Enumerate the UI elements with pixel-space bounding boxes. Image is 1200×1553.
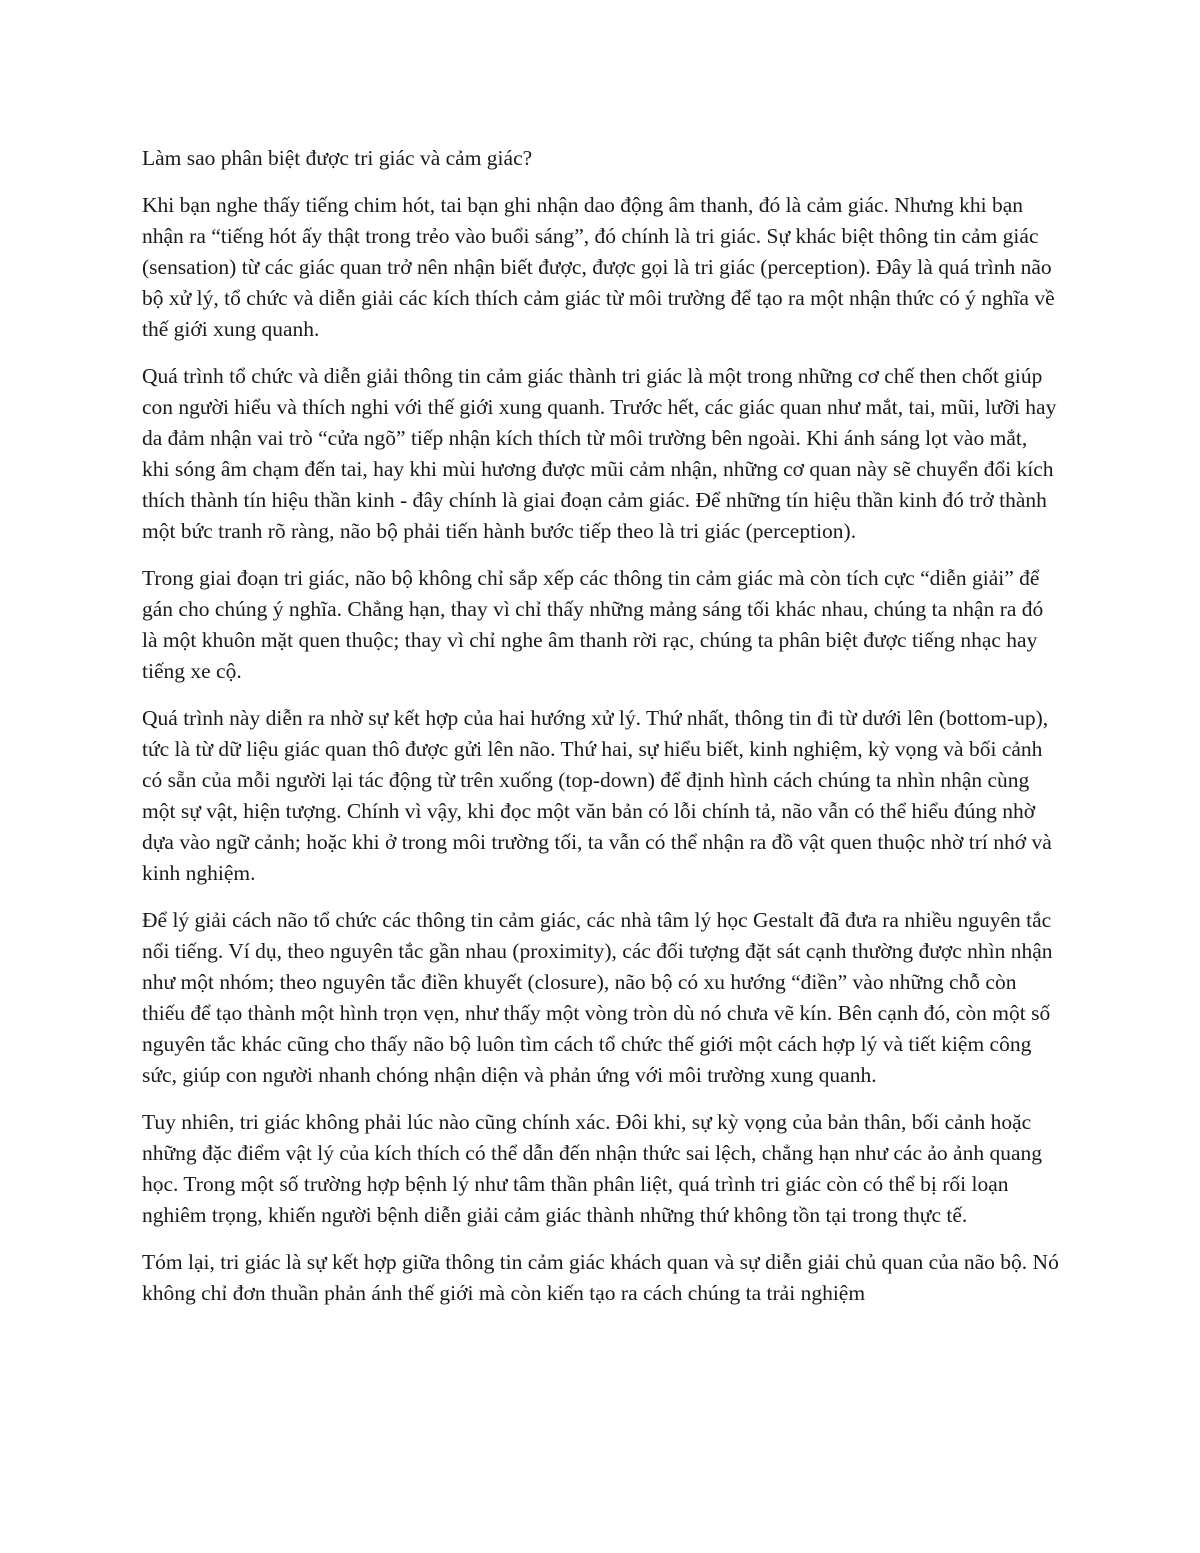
paragraph-6: Tuy nhiên, tri giác không phải lúc nào cũng chính xác. Đôi khi, sự kỳ vọng của bản thân, bối cảnh hoặc những đặc điểm vật lý của kích thích có thể dẫn đến nhận thức sai lệch, chẳng hạn như các ảo ảnh quang học. Trong một số trường hợp bệnh lý như tâm thần phân liệt, quá trình tri giác còn có thể bị rối loạn nghiêm trọng, khiến người bệnh diễn giải cảm giác thành những thứ không tồn tại trong thực tế. — [142, 1110, 1043, 1227]
document-title: Làm sao phân biệt được tri giác và cảm giác? — [142, 146, 533, 170]
paragraph-2: Quá trình tổ chức và diễn giải thông tin cảm giác thành tri giác là một trong những cơ chế then chốt giúp con người hiểu và thích nghi với thế giới xung quanh. Trước hết, các giác quan như mắt, tai, mũi, lưỡi hay da đảm nhận vai trò “cửa ngõ” tiếp nhận kích thích từ môi trường bên ngoài. Khi ánh sáng lọt vào mắt, khi sóng âm chạm đến tai, hay khi mùi hương được mũi cảm nhận, những cơ quan này sẽ chuyển đổi kích thích thành tín hiệu thần kinh - đây chính là giai đoạn cảm giác. Để những tín hiệu thần kinh đó trở thành một bức tranh rõ ràng, não bộ phải tiến hành bước tiếp theo là tri giác (perception). — [142, 364, 1057, 543]
paragraph-7: Tóm lại, tri giác là sự kết hợp giữa thông tin cảm giác khách quan và sự diễn giải chủ quan của não bộ. Nó không chỉ đơn thuần phản ánh thế giới mà còn kiến tạo ra cách chúng ta trải nghiệm — [142, 1250, 1059, 1305]
document-page — [142, 143, 1060, 1325]
paragraph-3: Trong giai đoạn tri giác, não bộ không chỉ sắp xếp các thông tin cảm giác mà còn tích cực “diễn giải” để gán cho chúng ý nghĩa. Chẳng hạn, thay vì chỉ thấy những mảng sáng tối khác nhau, chúng ta nhận ra đó là một khuôn mặt quen thuộc; thay vì chỉ nghe âm thanh rời rạc, chúng ta phân biệt được tiếng nhạc hay tiếng xe cộ. — [142, 566, 1044, 683]
paragraph-5: Để lý giải cách não tổ chức các thông tin cảm giác, các nhà tâm lý học Gestalt đã đưa ra nhiều nguyên tắc nổi tiếng. Ví dụ, theo nguyên tắc gần nhau (proximity), các đối tượng đặt sát cạnh thường được nhìn nhận như một nhóm; theo nguyên tắc điền khuyết (closure), não bộ có xu hướng “điền” vào những chỗ còn thiếu để tạo thành một hình trọn vẹn, như thấy một vòng tròn dù nó chưa vẽ kín. Bên cạnh đó, còn một số nguyên tắc khác cũng cho thấy não bộ luôn tìm cách tổ chức thế giới một cách hợp lý và tiết kiệm công sức, giúp con người nhanh chóng nhận diện và phản ứng với môi trường xung quanh. — [142, 908, 1053, 1087]
paragraph-4: Quá trình này diễn ra nhờ sự kết hợp của hai hướng xử lý. Thứ nhất, thông tin đi từ dưới lên (bottom-up), tức là từ dữ liệu giác quan thô được gửi lên não. Thứ hai, sự hiểu biết, kinh nghiệm, kỳ vọng và bối cảnh có sẵn của mỗi người lại tác động từ trên xuống (top-down) để định hình cách chúng ta nhìn nhận cùng một sự vật, hiện tượng. Chính vì vậy, khi đọc một văn bản có lỗi chính tả, não vẫn có thể hiểu đúng nhờ dựa vào ngữ cảnh; hoặc khi ở trong môi trường tối, ta vẫn có thể nhận ra đồ vật quen thuộc nhờ trí nhớ và kinh nghiệm. — [142, 706, 1052, 885]
paragraph-1: Khi bạn nghe thấy tiếng chim hót, tai bạn ghi nhận dao động âm thanh, đó là cảm giác. Nhưng khi bạn nhận ra “tiếng hót ấy thật trong trẻo vào buổi sáng”, đó chính là tri giác. Sự khác biệt thông tin cảm giác (sensation) từ các giác quan trở nên nhận biết được, được gọi là tri giác (perception). Đây là quá trình não bộ xử lý, tổ chức và diễn giải các kích thích cảm giác từ môi trường để tạo ra một nhận thức có ý nghĩa về thế giới xung quanh. — [142, 193, 1055, 341]
